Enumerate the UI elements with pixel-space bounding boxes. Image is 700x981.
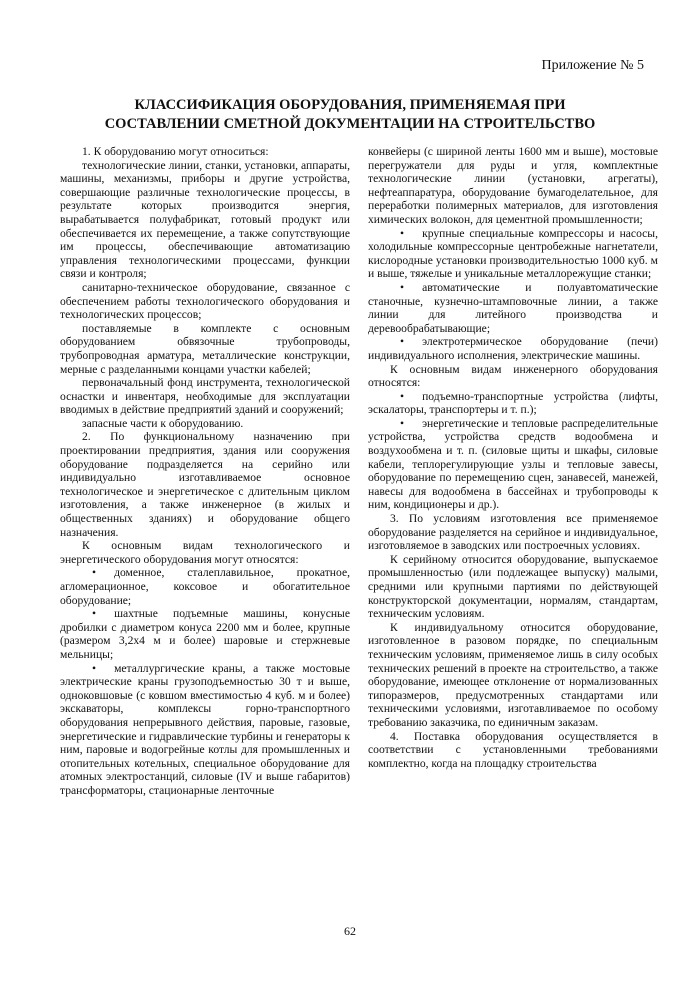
paragraph: К основным видам инженерного оборудования относятся:	[368, 362, 658, 390]
right-column	[368, 145, 658, 770]
title-line-2: СОСТАВЛЕНИИ СМЕТНОЙ ДОКУМЕНТАЦИИ НА СТРОИТЕЛЬСТВО	[104, 116, 596, 132]
paragraph: К серийному относится оборудование, выпускаемое промышленностью (или подлежащее выпуску) малыми, средними или крупными партиями по действующей конструкторской документации, нормалям, стандартам, техническим условиям.	[368, 552, 658, 621]
paragraph-continued: конвейеры (с шириной ленты 1600 мм и выше), мостовые перегружатели для руды и угля, комплектные технологические линии (установки, агрегаты), нефтеаппаратура, оборудование бумагоделательное, для переработки полимерных материалов, для изготовления химических волокон, для цементной промышленности;	[368, 145, 658, 226]
bullet-item: • шахтные подъемные машины, конусные дробилки с диаметром конуса 2200 мм и более, крупные (размером 3,2х4 м и более) шаровые и стержневые мельницы;	[60, 607, 350, 661]
paragraph: 4. Поставка оборудования осуществляется в соответствии с установленными требованиями комплектно, когда на площадку строительства	[368, 729, 658, 770]
paragraph: 1. К оборудованию могут относиться:	[82, 145, 269, 158]
document-title	[80, 96, 620, 134]
bullet-item: • крупные специальные компрессоры и насосы, холодильные компрессорные центробежные нагнетатели, кислородные установки производительностью 1000 куб. м и выше, тяжелые и уникальные металлорежущие станки;	[368, 227, 658, 281]
bullet-item: • доменное, сталеплавильное, прокатное, агломерационное, коксовое и обогатительное оборудование;	[60, 566, 350, 607]
paragraph: санитарно-техническое оборудование, связанное с обеспечением работы технологического оборудования и технологических процессов;	[60, 280, 350, 322]
bullet-item: • электротермическое оборудование (печи) индивидуального исполнения, электрические машины.	[368, 335, 658, 362]
paragraph: поставляемые в комплекте с основным оборудованием обвязочные трубопроводы, трубопроводная арматура, металлические конструкции, мерные с разделанными концами участки кабелей;	[60, 321, 350, 376]
bullet-item: • энергетические и тепловые распределительные устройства, устройства средств водообмена и воздухообмена и т. п. (силовые щиты и шкафы, силовые кабели, теплорегулирующие узлы и тепловые завесы, оборудование по перемещению сцен, занавесей, манежей, навесы для водообмена в бассейнах и трубопроводы к ним, кондиционеры и др.).	[368, 417, 658, 512]
paragraph: запасные части к оборудованию.	[82, 416, 244, 430]
paragraph: 2. По функциональному назначению при проектировании предприятия, здания или сооружения оборудование подразделяется на серийно или индивидуально изготавливаемое основное технологическое и энергетическое с длительным циклом изготовления, а также инженерное (в жилых и общественных зданиях) и оборудование общего назначения.	[60, 430, 350, 539]
left-column	[60, 145, 350, 798]
bullet-item: • подъемно-транспортные устройства (лифты, эскалаторы, транспортеры и т. п.);	[368, 390, 658, 417]
title-line-1: КЛАССИФИКАЦИЯ ОБОРУДОВАНИЯ, ПРИМЕНЯЕМАЯ ПРИ	[134, 97, 566, 113]
paragraph: 3. По условиям изготовления все применяемое оборудование разделяется на серийное и индивидуальное, изготовляемое в заводских или построечных условиях.	[368, 512, 658, 553]
paragraph: первоначальный фонд инструмента, технологической оснастки и инвентаря, необходимые для эксплуатации вводимых в действие предприятий зданий и сооружений;	[60, 376, 350, 417]
bullet-item: • металлургические краны, а также мостовые электрические краны грузоподъемностью 30 т и выше, одноковшовые (с ковшом вместимостью 4 куб. м и более) экскаваторы, комплексы горно-транспортного оборудования непрерывного действия, паровые, газовые, энергетические и гидравлические турбины и генераторы к ним, паровые и водогрейные котлы для промышленных и отопительных котельных, специальное оборудование для атомных электростанций, силовые (IV и выше габаритов) трансформаторы, стационарные ленточные	[60, 662, 350, 798]
paragraph: К индивидуальному относится оборудование, изготовленное в разовом порядке, по специальным техническим условиям, применяемое лишь в силу особых технических решений в проекте на строительство, а также оборудование, имеющее отклонение от нормализованных типоразмеров, предусмотренных стандартами или техническими условиями, изготавливаемое по особому требованию заказчика, по единичным заказам.	[368, 620, 658, 729]
appendix-label: Приложение № 5	[541, 58, 644, 73]
bullet-item: • автоматические и полуавтоматические станочные, кузнечно-штамповочные линии, а также линии для литейного производства и деревообрабатывающие;	[368, 281, 658, 335]
paragraph: К основным видам технологического и энергетического оборудования могут относятся:	[60, 539, 350, 566]
paragraph: технологические линии, станки, установки, аппараты, машины, механизмы, приборы и другие устройства, совершающие различные технологические процессы, в результате которых производится энергия, вырабатывается полуфабрикат, готовый продукт или обеспечивается их перемещение, а также сопутствующие им процессы, обеспечивающие автоматизацию управления технологическими процессами, функции связи и контроля;	[60, 158, 350, 281]
page-number: 62	[344, 924, 356, 938]
